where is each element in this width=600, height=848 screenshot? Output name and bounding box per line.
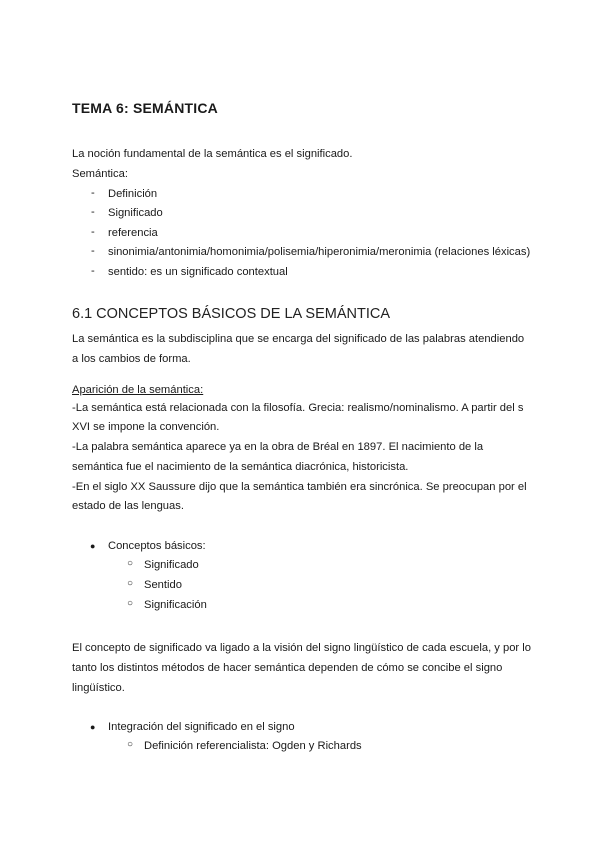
definition-line: a los cambios de forma. — [72, 353, 191, 365]
dash-marker: - — [91, 226, 95, 238]
bullet-marker: ● — [90, 722, 96, 732]
dash-marker: - — [91, 206, 95, 218]
paragraph-line: -En el siglo XX Saussure dijo que la semántica también era sincrónica. Se preocupan por el — [72, 481, 527, 493]
integracion-label: Integración del significado en el signo — [108, 721, 295, 733]
list-item: Significación — [144, 599, 207, 611]
list-item: Sentido — [144, 579, 182, 591]
paragraph-line: semántica fue el nacimiento de la semántica diacrónica, historicista. — [72, 461, 409, 473]
list-item: Significado — [108, 207, 163, 219]
circle-marker: ○ — [127, 739, 134, 750]
paragraph-line: XVI se impone la convención. — [72, 421, 220, 433]
circle-marker: ○ — [127, 598, 134, 609]
paragraph-line: -La palabra semántica aparece ya en la obra de Bréal en 1897. El nacimiento de la — [72, 441, 484, 453]
list-item: sentido: es un significado contextual — [108, 266, 288, 278]
list-item: Definición referencialista: Ogden y Richards — [144, 740, 362, 752]
section-heading: 6.1 CONCEPTOS BÁSICOS DE LA SEMÁNTICA — [72, 306, 391, 322]
aparicion-heading: Aparición de la semántica: — [72, 384, 204, 396]
conceptos-label: Conceptos básicos: — [108, 540, 206, 552]
dash-marker: - — [91, 245, 95, 257]
list-item: referencia — [108, 227, 158, 239]
paragraph-line: El concepto de significado va ligado a la visión del signo lingüístico de cada escuela, y por lo — [72, 642, 531, 654]
bullet-marker: ● — [90, 541, 96, 551]
circle-marker: ○ — [127, 578, 134, 589]
list-item: Significado — [144, 559, 199, 571]
paragraph-line: tanto los distintos métodos de hacer semántica dependen de cómo se concibe el signo — [72, 662, 503, 674]
paragraph-line: -La semántica está relacionada con la filosofía. Grecia: realismo/nominalismo. A partir del s — [72, 402, 524, 414]
list-item: Definición — [108, 188, 158, 200]
document-title: TEMA 6: SEMÁNTICA — [72, 100, 218, 116]
intro-text: La noción fundamental de la semántica es el significado. — [72, 148, 353, 160]
circle-marker: ○ — [127, 558, 134, 569]
dash-marker: - — [91, 187, 95, 199]
dash-marker: - — [91, 265, 95, 277]
paragraph-line: lingüístico. — [72, 682, 125, 694]
paragraph-line: estado de las lenguas. — [72, 500, 184, 512]
list-item: sinonimia/antonimia/homonimia/polisemia/hiperonimia/meronimia (relaciones léxicas) — [108, 246, 531, 258]
definition-line: La semántica es la subdisciplina que se encarga del significado de las palabras atendiendo — [72, 333, 525, 345]
semantica-label: Semántica: — [72, 168, 128, 180]
